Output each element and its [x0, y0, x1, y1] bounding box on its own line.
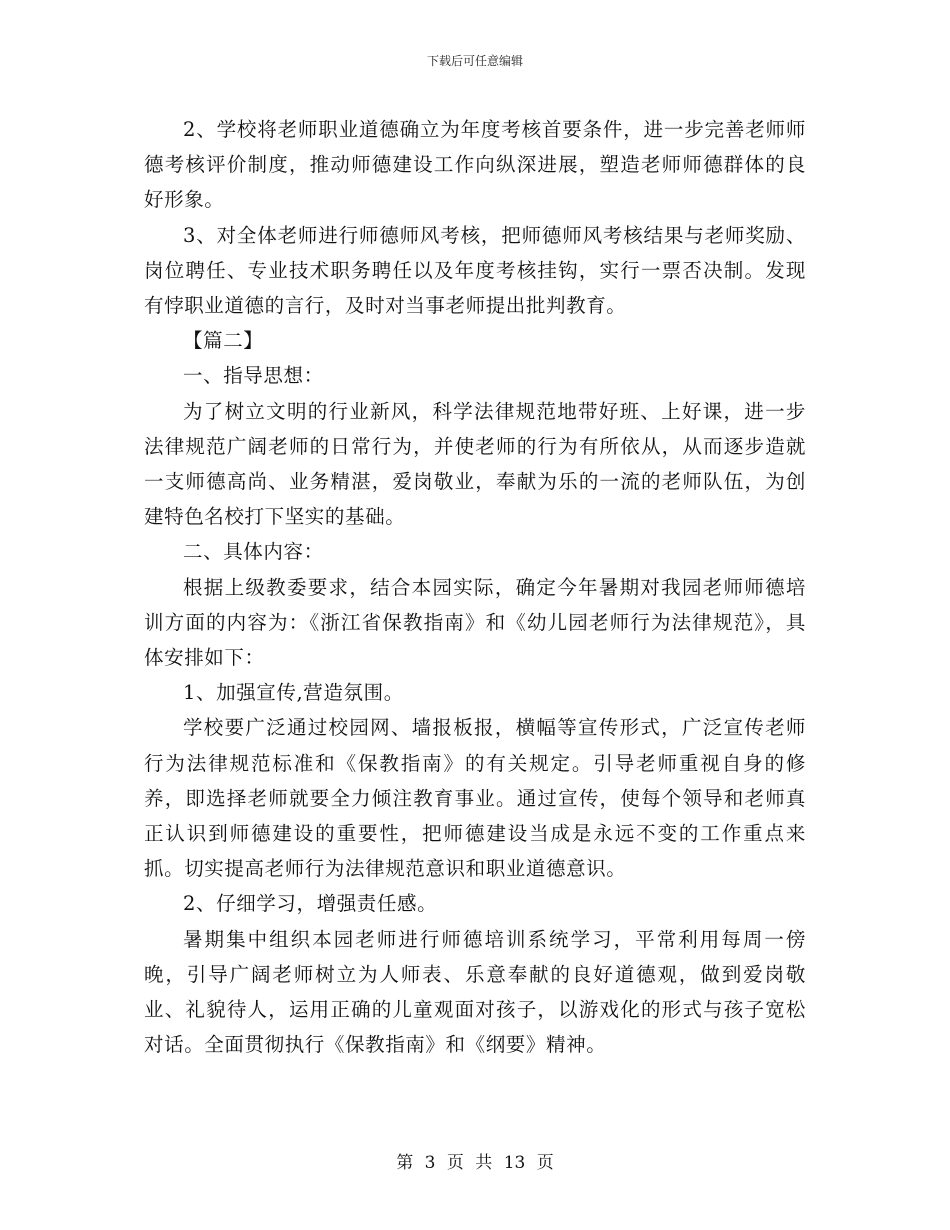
paragraph-item-2: 2、学校将老师职业道德确立为年度考核首要条件，进一步完善老师师德考核评价制度，推动师德建设工作向纵深进展，塑造老师师德群体的良好形象。: [144, 118, 806, 212]
section-heading-part-two: 【篇二】: [183, 329, 264, 353]
document-body: [144, 112, 806, 1062]
page-header: 下载后可任意编辑: [426, 54, 523, 68]
section-heading-guiding-thought: 一、指导思想：: [183, 364, 324, 388]
paragraph-item-3: 3、对全体老师进行师德师风考核，把师德师风考核结果与老师奖励、岗位聘任、专业技术职务聘任以及年度考核挂钩，实行一票否决制。发现有悖职业道德的言行，及时对当事老师提出批判教育。: [144, 223, 806, 318]
paragraph-study: 暑期集中组织本园老师进行师德培训系统学习，平常利用每周一傍晚，引导广阔老师树立为人师表、乐意奉献的良好道德观，做到爱岗敬业、礼貌待人，运用正确的儿童观面对孩子，以游戏化的形式与孩子宽松对话。全面贯彻执行《保教指南》和《纲要》精神。: [144, 927, 806, 1057]
paragraph-guiding-thought: 为了树立文明的行业新风，科学法律规范地带好班、上好课，进一步法律规范广阔老师的日常行为，并使老师的行为有所依从，从而逐步造就一支师德高尚、业务精湛，爱岗敬业，奉献为乐的一流的老师队伍，为创建特色名校打下坚实的基础。: [144, 399, 806, 529]
page-number-footer: 第 3 页 共 13 页: [396, 1153, 554, 1173]
subheading-publicity: 1、加强宣传,营造氛围。: [183, 681, 404, 705]
paragraph-specific-content: 根据上级教委要求，结合本园实际，确定今年暑期对我园老师师德培训方面的内容为：《浙江省保教指南》和《幼儿园老师行为法律规范》，具体安排如下：: [144, 575, 806, 670]
subheading-study: 2、仔细学习，增强责任感。: [183, 892, 438, 916]
paragraph-publicity: 学校要广泛通过校园网、墙报板报，横幅等宣传形式，广泛宣传老师行为法律规范标准和《保教指南》的有关规定。引导老师重视自身的修养，即选择老师就要全力倾注教育事业。通过宣传，使每个领导和老师真正认识到师德建设的重要性，把师德建设当成是永远不变的工作重点来抓。切实提高老师行为法律规范意识和职业道德意识。: [144, 716, 806, 881]
section-heading-specific-content: 二、具体内容：: [183, 540, 324, 564]
